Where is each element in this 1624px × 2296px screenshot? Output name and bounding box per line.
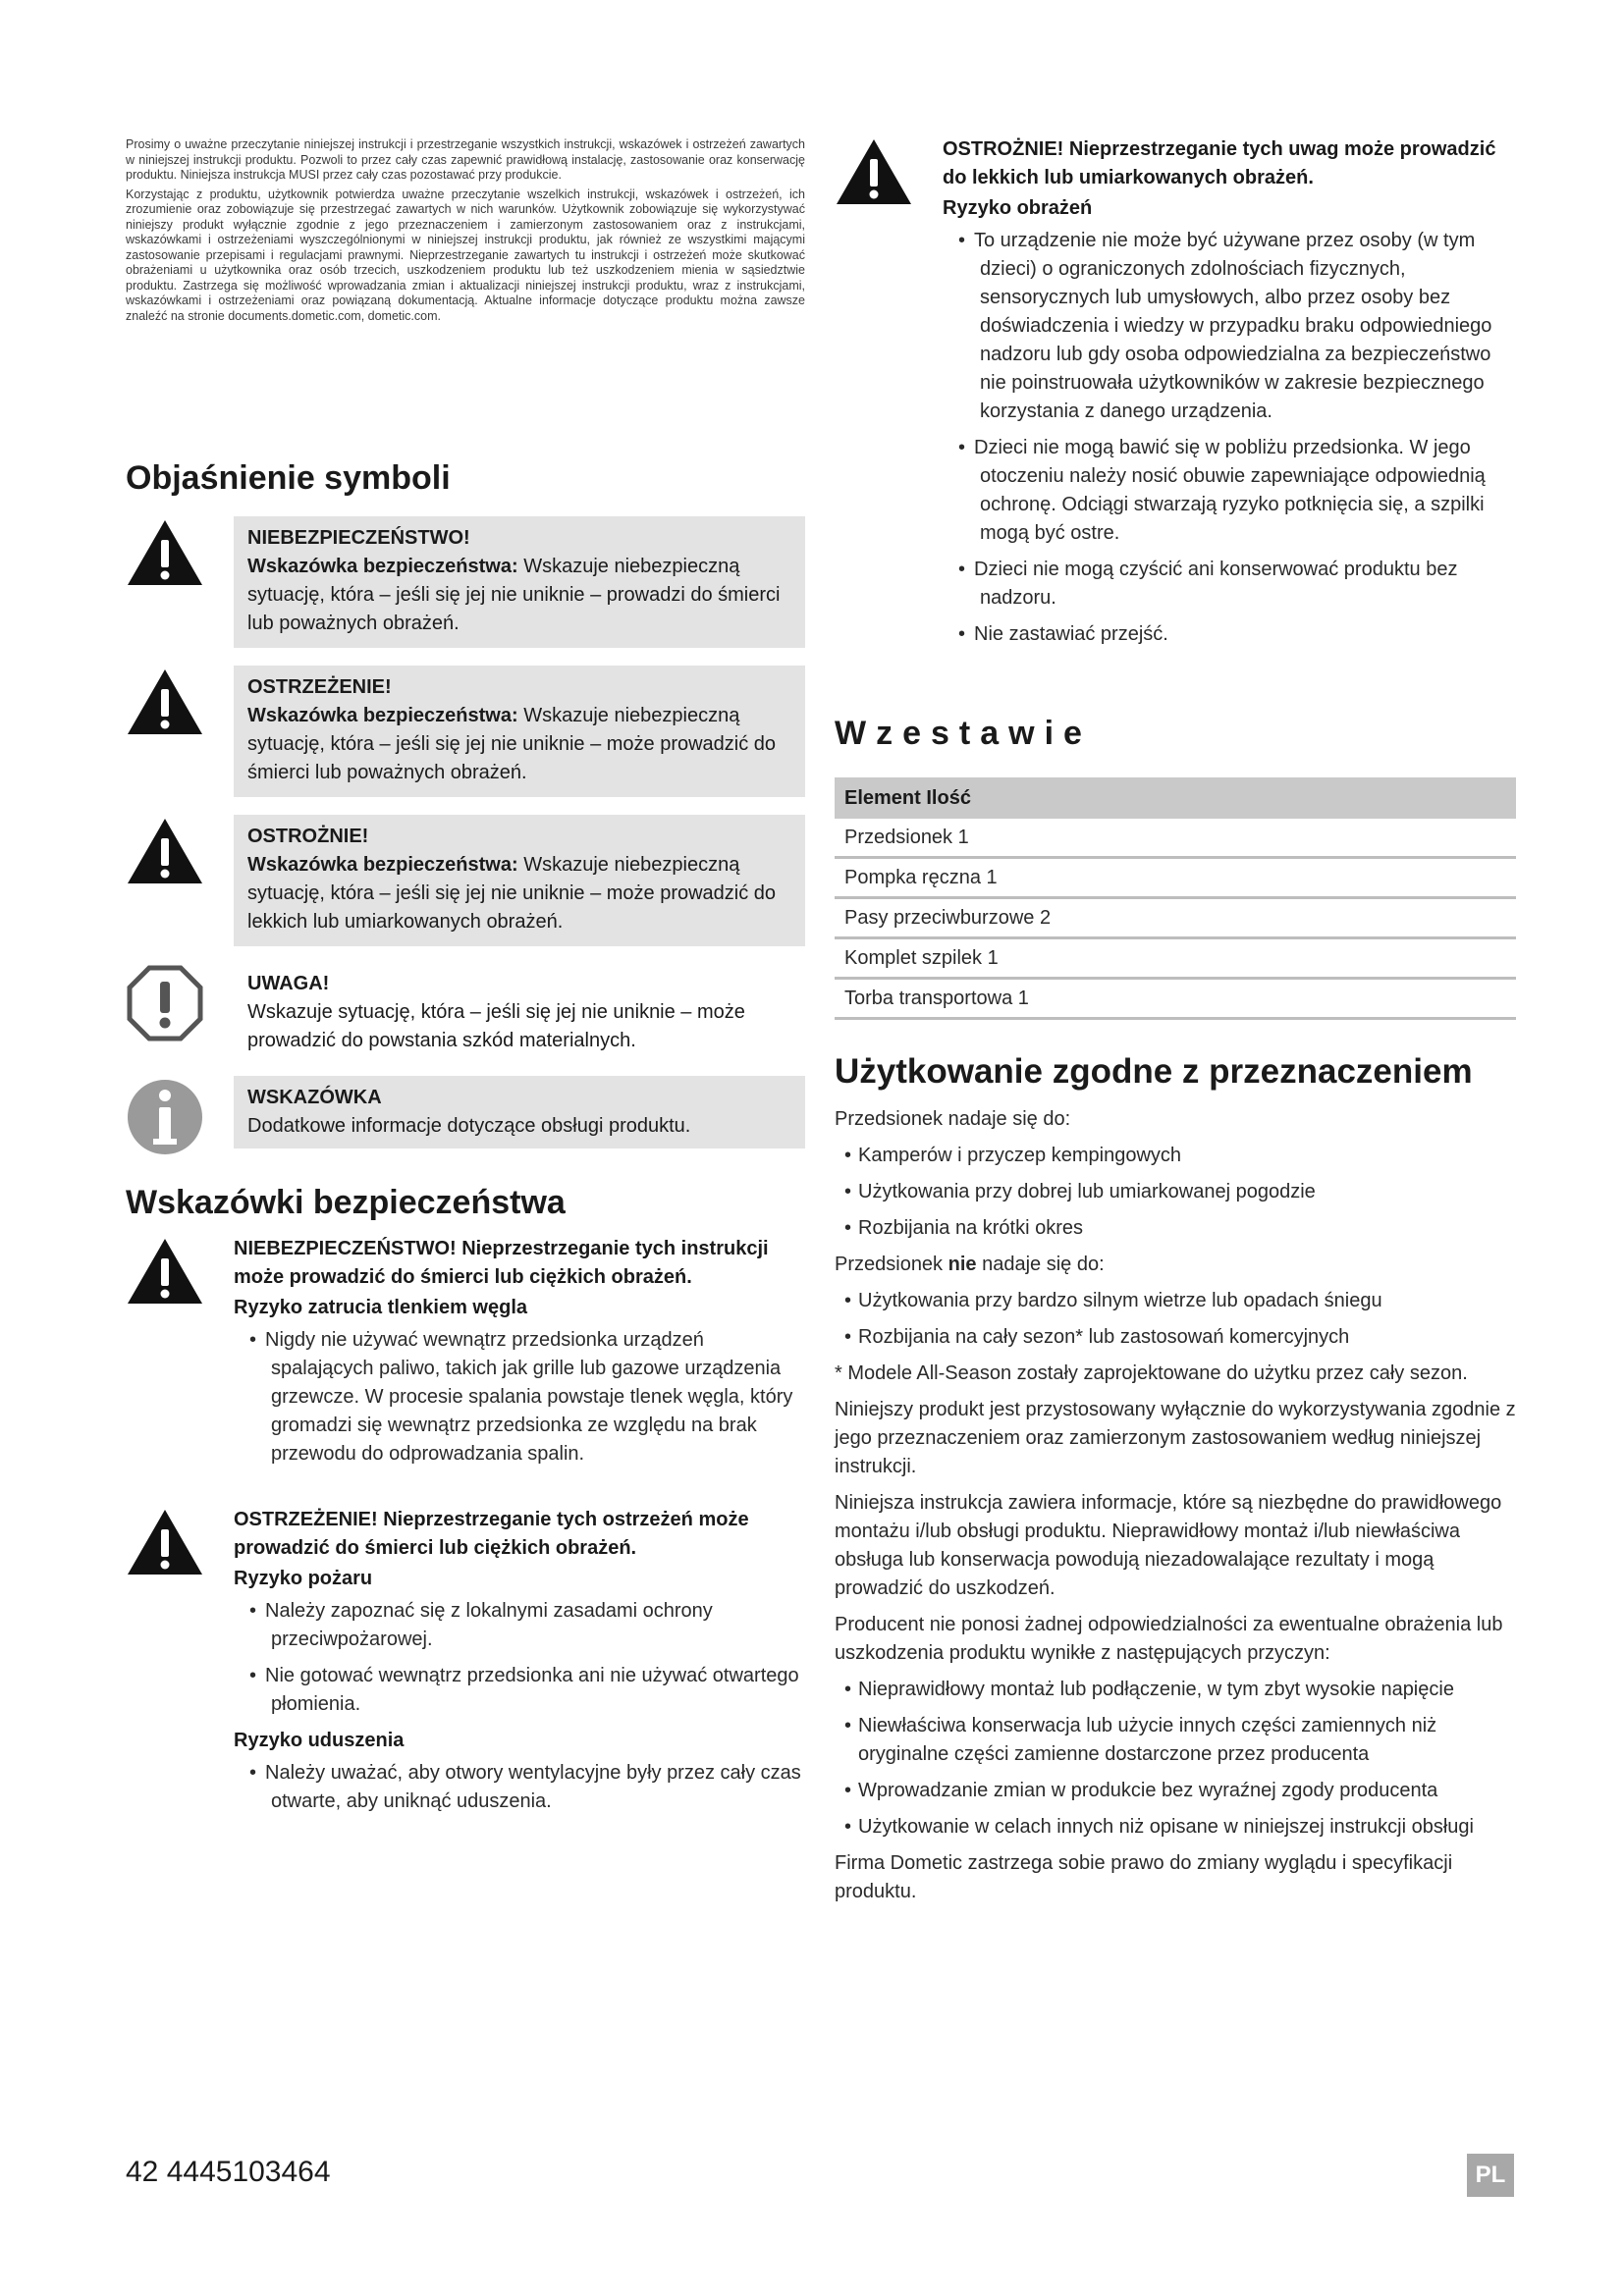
safety-caution-block xyxy=(835,135,1516,657)
suffocation-risk-list xyxy=(234,1759,805,1816)
symbol-danger-box xyxy=(234,516,805,648)
not-suitable-intro-c: nadaje się do: xyxy=(976,1254,1105,1275)
list-item: • Wprowadzanie zmian w produkcie bez wyraźnej zgody producenta xyxy=(835,1777,1516,1805)
safety-caution-title: OSTROŻNIE! Nieprzestrzeganie tych uwag może prowadzić do lekkich lub umiarkowanych obrażeń. xyxy=(943,138,1496,188)
table-row xyxy=(835,898,1516,938)
list-item: • Należy uważać, aby otwory wentylacyjne były przez cały czas otwarte, aby uniknąć uduszenia. xyxy=(234,1759,805,1816)
list-item: • Dzieci nie mogą bawić się w pobliżu przedsionka. W jego otoczeniu należy nosić obuwie zapewniające odpowiednią ochronę. Odciągi stwarzają ryzyko potknięcia się, a szpilki mogą być ostre. xyxy=(943,434,1516,548)
use-paragraph-1: Niniejszy produkt jest przystosowany wyłącznie do wykorzystywania zgodnie z jego przeznaczeniem oraz zamierzonym zastosowaniem według niniejszej instrukcji. xyxy=(835,1399,1516,1477)
fire-risk-list xyxy=(234,1597,805,1719)
symbol-bold-label: Wskazówka bezpieczeństwa: xyxy=(247,854,518,876)
language-badge: PL xyxy=(1467,2154,1514,2197)
symbol-description: Wskazuje niebezpieczną sytuację, która – jeśli się jej nie uniknie – może prowadzić do lekkich lub umiarkowanych obrażeń. xyxy=(247,854,777,933)
table-cell: Torba transportowa 1 xyxy=(835,979,1516,1019)
symbol-warning xyxy=(126,666,805,795)
symbol-caution-box xyxy=(234,815,805,946)
caution-icon xyxy=(835,135,913,220)
list-item: • Użytkowanie w celach innych niż opisane w niniejszej instrukcji obsługi xyxy=(835,1813,1516,1842)
list-item: • Należy zapoznać się z lokalnymi zasadami ochrony przeciwpożarowej. xyxy=(234,1597,805,1654)
symbol-description: Wskazuje niebezpieczną sytuację, która – jeśli się jej nie uniknie – może prowadzić do śmierci lub poważnych obrażeń. xyxy=(247,705,777,783)
table-cell: Komplet szpilek 1 xyxy=(835,938,1516,979)
table-cell: Pasy przeciwburzowe 2 xyxy=(835,898,1516,938)
symbol-bold-label: Wskazówka bezpieczeństwa: xyxy=(247,705,518,726)
symbol-description: Dodatkowe informacje dotyczące obsługi produktu. xyxy=(247,1115,691,1137)
liability-causes-list xyxy=(835,1676,1516,1842)
footnote: * Modele All-Season zostały zaprojektowane do użytku przez cały sezon. xyxy=(835,1362,1468,1384)
not-suitable-intro-a: Przedsionek xyxy=(835,1254,948,1275)
use-paragraph-4: Firma Dometic zastrzega sobie prawo do zmiany wyglądu i specyfikacji produktu. xyxy=(835,1852,1453,1902)
safety-danger-list xyxy=(234,1326,805,1468)
injury-risk-list xyxy=(943,227,1516,649)
symbol-info-box xyxy=(234,1076,805,1148)
symbol-bold-label: Wskazówka bezpieczeństwa: xyxy=(247,556,518,577)
page-number: 42 4445103464 xyxy=(126,2156,331,2188)
caution-icon xyxy=(126,815,204,899)
list-item: • Nie zastawiać przejść. xyxy=(943,620,1516,649)
intro-paragraph-1: Prosimy o uważne przeczytanie niniejszej instrukcji i przestrzeganie wszystkich instrukcji, wskazówek i ostrzeżeń zawartych w niniejszej instrukcji produktu. Pozwoli to przez cały czas zapewnić prawidłową instalację, zastosowanie oraz konserwację produktu. Niniejsza instrukcja MUSI przez cały czas pozostawać przy produkcie. xyxy=(126,137,805,182)
symbol-caution xyxy=(126,815,805,944)
symbols-heading: Objaśnienie symboli xyxy=(126,459,451,497)
symbol-title: UWAGA! xyxy=(247,973,330,994)
not-suitable-emphasis: nie xyxy=(947,1254,977,1275)
symbol-description: Wskazuje sytuację, która – jeśli się jej nie uniknie – może prowadzić do powstania szkód materialnych. xyxy=(247,1001,745,1051)
set-table xyxy=(835,777,1516,1020)
warning-icon xyxy=(126,666,204,750)
list-item: • Użytkowania przy dobrej lub umiarkowanej pogodzie xyxy=(835,1178,1516,1206)
table-row xyxy=(835,938,1516,979)
risk-label: Ryzyko uduszenia xyxy=(234,1730,405,1751)
info-icon xyxy=(126,1076,204,1160)
symbol-warning-box xyxy=(234,666,805,797)
danger-warning-icon xyxy=(126,1235,204,1319)
intended-use-section xyxy=(835,1105,1516,1914)
safety-warning-title: OSTRZEŻENIE! Nieprzestrzeganie tych ostrzeżeń może prowadzić do śmierci lub ciężkich obrażeń. xyxy=(234,1509,749,1559)
list-item: • Rozbijania na krótki okres xyxy=(835,1214,1516,1243)
set-heading: Wzestawie xyxy=(835,715,1092,752)
list-item: • Kamperów i przyczep kempingowych xyxy=(835,1142,1516,1170)
symbol-title: OSTRZEŻENIE! xyxy=(247,676,392,698)
risk-label: Ryzyko pożaru xyxy=(234,1568,373,1589)
safety-danger-block xyxy=(126,1235,805,1476)
not-suitable-list xyxy=(835,1287,1516,1352)
safety-warning-block xyxy=(126,1506,805,1824)
safety-danger-title: NIEBEZPIECZEŃSTWO! Nieprzestrzeganie tych instrukcji może prowadzić do śmierci lub ciężkich obrażeń. xyxy=(234,1238,769,1288)
table-cell: Pompka ręczna 1 xyxy=(835,858,1516,898)
list-item: • Nie gotować wewnątrz przedsionka ani nie używać otwartego płomienia. xyxy=(234,1662,805,1719)
list-item: • To urządzenie nie może być używane przez osoby (w tym dzieci) o ograniczonych zdolnościach fizycznych, sensorycznych lub umysłowych, albo przez osoby bez doświadczenia i wiedzy w przypadku braku odpowiedniego nadzoru lub gdy osoba odpowiedzialna za bezpieczeństwo nie poinstruowała użytkowników w zakresie bezpiecznego korzystania z danego urządzenia. xyxy=(943,227,1516,426)
symbol-title: WSKAZÓWKA xyxy=(247,1087,382,1108)
list-item: • Nieprawidłowy montaż lub podłączenie, w tym zbyt wysokie napięcie xyxy=(835,1676,1516,1704)
table-cell: Przedsionek 1 xyxy=(835,819,1516,858)
use-paragraph-3: Producent nie ponosi żadnej odpowiedzialności za ewentualne obrażenia lub uszkodzenia produktu wynikłe z następujących przyczyn: xyxy=(835,1614,1503,1664)
use-paragraph-2: Niniejsza instrukcja zawiera informacje, które są niezbędne do prawidłowego montażu i/lub obsługi produktu. Nieprawidłowy montaż i/lub niewłaściwa obsługa lub konserwacja powodują niezadowalające rezultaty i mogą prowadzić do uszkodzeń. xyxy=(835,1492,1502,1599)
suitable-intro: Przedsionek nadaje się do: xyxy=(835,1108,1071,1130)
intro-paragraph-2: Korzystając z produktu, użytkownik potwierdza uważne przeczytanie wszelkich instrukcji, wskazówek i ostrzeżeń, ich zrozumienie oraz zobowiązuje się przestrzegać zawartych w nich warunków. Użytkownik zobowiązuje się wykorzystywać niniejszy produkt wyłącznie zgodnie z jego przeznaczeniem i zamierzonym zastosowaniem oraz z instrukcjami, wskazówkami i ostrzeżeniami wyszczególnionymi w niniejszej instrukcji produktu, jak również ze wszystkimi mającymi zastosowanie przepisami i regulacjami prawnymi. Nieprzestrzeganie zawartych tu instrukcji i ostrzeżeń może skutkować obrażeniami u użytkownika oraz osób trzecich, uszkodzeniem produktu lub też uszkodzeniem mienia w sąsiedztwie produktu. Zastrzega się możliwość wprowadzania zmian i aktualizacji niniejszej instrukcji produktu, wraz z instrukcjami, wskazówkami i ostrzeżeniami oraz powiązaną dokumentacją. Aktualne informacje dotyczące produktu można zawsze znaleźć na stronie documents.dometic.com, dometic.com. xyxy=(126,187,805,323)
not-suitable-intro xyxy=(835,1251,1516,1279)
table-header: Element Ilość xyxy=(835,777,1516,819)
suitable-list xyxy=(835,1142,1516,1243)
list-item: • Użytkowania przy bardzo silnym wietrze lub opadach śniegu xyxy=(835,1287,1516,1315)
danger-warning-icon xyxy=(126,516,204,601)
symbol-notice-box xyxy=(234,962,805,1065)
list-item: • Rozbijania na cały sezon* lub zastosowań komercyjnych xyxy=(835,1323,1516,1352)
symbol-title: NIEBEZPIECZEŃSTWO! xyxy=(247,527,470,549)
table-row xyxy=(835,819,1516,858)
risk-label: Ryzyko obrażeń xyxy=(943,197,1093,219)
intended-use-heading: Użytkowanie zgodne z przeznaczeniem xyxy=(835,1052,1473,1091)
symbol-description: Wskazuje niebezpieczną sytuację, która – jeśli się jej nie uniknie – prowadzi do śmierci lub poważnych obrażeń. xyxy=(247,556,781,634)
table-row xyxy=(835,979,1516,1019)
symbol-title: OSTROŻNIE! xyxy=(247,826,369,847)
symbol-notice xyxy=(126,962,805,1092)
symbol-danger xyxy=(126,516,805,646)
safety-heading: Wskazówki bezpieczeństwa xyxy=(126,1184,566,1221)
risk-label: Ryzyko zatrucia tlenkiem węgla xyxy=(234,1297,528,1318)
intro-text xyxy=(126,137,805,328)
list-item: • Nigdy nie używać wewnątrz przedsionka urządzeń spalających paliwo, takich jak grille lub gazowe urządzenia grzewcze. W procesie spalania powstaje tlenek węgla, który gromadzi się wewnątrz przedsionka ze względu na brak przewodu do odprowadzania spalin. xyxy=(234,1326,805,1468)
table-row xyxy=(835,858,1516,898)
list-item: • Dzieci nie mogą czyścić ani konserwować produktu bez nadzoru. xyxy=(943,556,1516,613)
list-item: • Niewłaściwa konserwacja lub użycie innych części zamiennych niż oryginalne części zamienne dostarczone przez producenta xyxy=(835,1712,1516,1769)
notice-octagon-icon xyxy=(126,962,204,1046)
warning-icon xyxy=(126,1506,204,1590)
